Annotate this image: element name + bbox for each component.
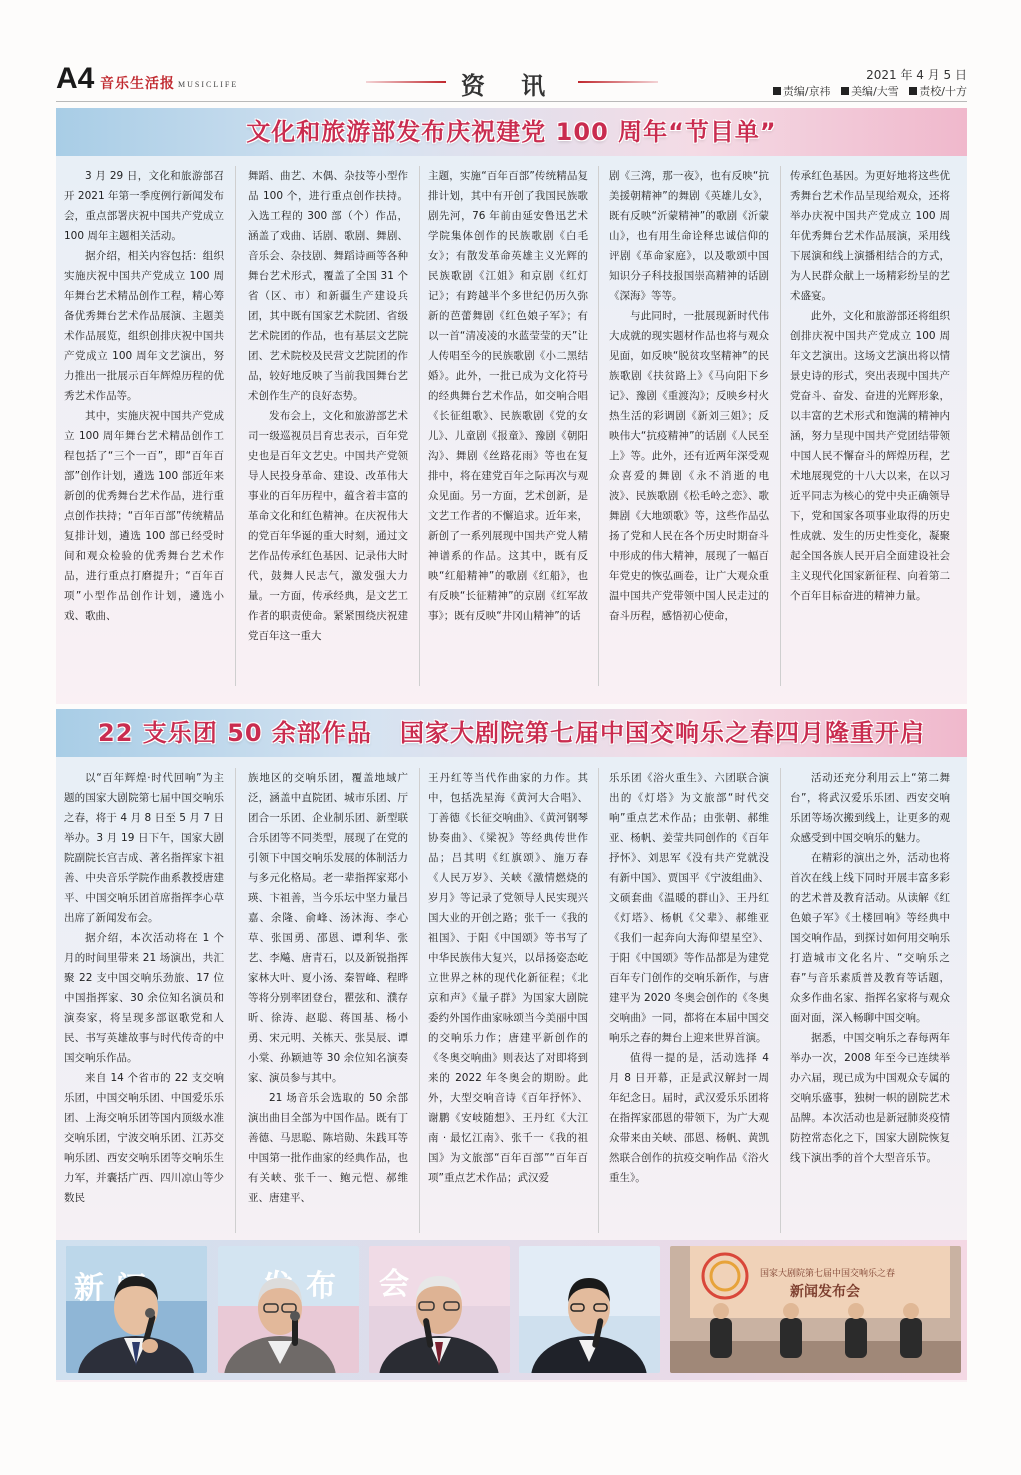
- paragraph: 以“百年辉煌·时代回响”为主题的国家大剧院第七届中国交响乐之春，将于 4 月 8 日至 5 月 7 日举办。3 月 19 日下午，国家大剧院副院长宫吉成、著名指挥家卞祖善、中央音乐学院作曲系教授唐建平、中国交响乐团首席指挥李心草出席了新闻发布会。: [64, 772, 224, 924]
- issue-date: 2021 年 4 月 5 日: [866, 68, 967, 82]
- photo-press-conference: [670, 1246, 961, 1373]
- paragraph: 传承红色基因。为更好地将这些优秀舞台艺术作品呈现给观众，还将举办庆祝中国共产党成立 100 周年优秀舞台艺术作品展演，采用线下展演和线上演播相结合的方式，为人民群众献上一场精彩纷呈的艺术盛宴。: [790, 170, 950, 302]
- paragraph: 其中，实施庆祝中国共产党成立 100 周年舞台艺术精品创作工程包括了“三个一百”，即“百年百部”创作计划，遴选 100 部近年来新创的优秀舞台艺术作品，进行重点创作扶持；“百年百部”传统精品复排计划，遴选 100 部已经受时间和观众检验的优秀舞台艺术作品，进行重点打磨提升；“百年百项”小型作品创作计划，遴选小戏、歌曲、: [64, 410, 224, 622]
- column-divider: [598, 166, 599, 686]
- backdrop-text: 国家大剧院第七届中国交响乐之春: [760, 1269, 896, 1279]
- paragraph: 主题，实施“百年百部”传统精品复排计划，其中有开创了我国民族歌剧先河，76 年前由延安鲁迅艺术学院集体创作的民族歌剧《白毛女》；有散发革命英雄主义光辉的民族歌剧《江姐》和京剧《红灯记》；有跨越半个多世纪仍历久弥新的芭蕾舞剧《红色娘子军》；有以一首“清凌凌的水蓝莹莹的天”让人传唱至今的民族歌剧《小二黑结婚》。此外，一批已成为文化符号的经典舞台艺术作品，如交响合唱《长征组歌》、民族歌剧《党的女儿》、儿童剧《报童》、豫剧《朝阳沟》、舞剧《丝路花雨》等也在复排中，将在建党百年之际再次与观众见面。另一方面，艺术创新，是文艺工作者的不懈追求。近年来，新创了一系列展现中国共产党人精神谱系的作品。这其中，既有反映“红船精神”的歌剧《红船》，也有反映“长征精神”的京剧《红军故事》；既有反映“井冈山精神”的话: [428, 170, 588, 622]
- article-2-column-5: [790, 768, 950, 1168]
- editor-name: 十方: [945, 85, 967, 98]
- column-divider: [235, 768, 236, 1233]
- article-1-column-2: [248, 166, 408, 646]
- square-bullet-icon: [841, 87, 849, 95]
- paper-english-name: MUSICLIFE: [178, 80, 239, 89]
- paragraph: 发布会上，文化和旅游部艺术司一级巡视员吕育忠表示，百年党史也是百年文艺史。中国共产党领导人民投身革命、建设、改革伟大事业的百年历程中，蕴含着丰富的革命文化和红色精神。在庆祝伟大的党百年华诞的重大时刻，通过文艺作品传承红色基因、记录伟大时代，鼓舞人民志气，激发强大力量。一方面，传承经典，是文艺工作者的职责使命。紧紧围绕庆祝建党百年这一重大: [248, 410, 408, 642]
- speaker-with-microphone-icon: [66, 1246, 207, 1373]
- paragraph: 据悉，中国交响乐之春每两年举办一次，2008 年至今已连续举办六届，现已成为中国观众专属的交响乐盛事，独树一帜的剧院艺术品牌。本次活动也是新冠肺炎疫情防控常态化之下，国家大剧院恢复线下演出季的首个大型音乐节。: [790, 1032, 950, 1164]
- square-bullet-icon: [773, 87, 781, 95]
- elderly-speaker-with-microphone-icon: [218, 1246, 359, 1373]
- editor-credits: 责编/京祎 美编/大雪 责校/十方: [740, 83, 967, 99]
- paragraph: 据介绍，本次活动将在 1 个月的时间里带来 21 场演出，共汇聚 22 支中国交响乐劲旅、17 位中国指挥家、30 余位知名演员和演奏家，将呈现多部讴歌党和人民、书写英雄故事与时代传奇的中国交响乐作品。: [64, 932, 224, 1064]
- paragraph: 舞蹈、曲艺、木偶、杂技等小型作品 100 个，进行重点创作扶持。入选工程的 300 部（个）作品，涵盖了戏曲、话剧、歌剧、舞剧、音乐会、杂技剧、舞蹈诗画等各种舞台艺术形式，覆盖了全国 31 个省（区、市）和新疆生产建设兵团，其中既有国家艺术院团、省级艺术院团的作品，也有基层文艺院团、艺术院校及民营文艺院团的作品，较好地反映了当前我国舞台艺术创作生产的良好态势。: [248, 170, 408, 402]
- backdrop-text: 新闻发布会: [790, 1284, 860, 1300]
- backdrop-text: 会: [379, 1267, 409, 1302]
- paragraph: 剧《三湾，那一夜》，也有反映“抗美援朝精神”的舞剧《英雄儿女》，既有反映“沂蒙精神”的歌剧《沂蒙山》，也有用生命诠释忠诚信仰的评剧《革命家庭》，以及歌颂中国知识分子科技报国崇高精神的话剧《深海》等等。: [609, 170, 769, 302]
- column-divider: [598, 768, 599, 1233]
- backdrop-text: 布: [306, 1269, 336, 1304]
- editor-role: 美编: [851, 85, 874, 98]
- press-conference-stage-icon: [670, 1246, 961, 1373]
- paragraph: 王丹红等当代作曲家的力作。其中，包括冼星海《黄河大合唱》、丁善德《长征交响曲》、《黄河钢琴协奏曲》、《梁祝》等经典传世作品；吕其明《红旗颂》、施万春《人民万岁》、关峡《激情燃烧的岁月》等记录了党领导人民实现兴国大业的开创之路；张千一《我的祖国》、于阳《中国颂》等书写了中华民族伟大复兴，以昂扬姿态屹立世界之林的现代化新征程；《北京和声》《量子群》为国家大剧院委约外国作曲家咏颂当今美丽中国的交响乐力作；唐建平新创作的《冬奥交响曲》则表达了对即将到来的 2022 年冬奥会的期盼。此外，大型交响音诗《百年抒怀》、谢鹏《安岐随想》、王丹红《大江南 · 最忆江南》、张千一《我的祖国》为文旅部“百年百部”“百年百项”重点艺术作品；武汉爱: [428, 772, 588, 1184]
- article-2-headline: 22 支乐团 50 余部作品 国家大剧院第七届中国交响乐之春四月隆重开启: [98, 719, 925, 747]
- paragraph: 在精彩的演出之外，活动也将首次在线上线下同时开展丰富多彩的艺术普及教育活动。从读解《红色娘子军》《土楼回响》等经典中国交响作品，到探讨如何用交响乐打造城市文化名片、“交响乐之春”与音乐素质普及教育等话题，众多作曲名家、指挥名家将与观众面对面，深入畅聊中国交响。: [790, 852, 950, 1024]
- column-divider: [419, 768, 420, 1233]
- speaker-with-microphone-icon: [369, 1246, 510, 1373]
- section-title: 资 讯: [460, 72, 560, 100]
- editor-name: 京祎: [808, 85, 831, 98]
- square-bullet-icon: [909, 87, 917, 95]
- article-1-column-1: [64, 166, 224, 626]
- article-1-column-5: [790, 166, 950, 606]
- backdrop-text: 新: [74, 1271, 104, 1306]
- photo-speaker-2: [218, 1246, 359, 1373]
- paper-name: 音乐生活报: [100, 76, 175, 92]
- column-divider: [419, 166, 420, 686]
- article-2-column-2: [248, 768, 408, 1208]
- editor-role: 责校: [919, 85, 942, 98]
- paragraph: 此外，文化和旅游部还将组织创排庆祝中国共产党成立 100 周年文艺演出。这场文艺演出将以情景史诗的形式，突出表现中国共产党奋斗、奋发、奋进的光辉形象，以丰富的艺术形式和饱满的精神内涵，努力呈现中国共产党团结带领中国人民不懈奋斗的辉煌历程，艺术地展现党的十八大以来，在以习近平同志为核心的党中央正确领导下，党和国家各项事业取得的历史性成就、发生的历史性变化，凝聚起全国各族人民开启全面建设社会主义现代化国家新征程、向着第二个百年目标奋进的精神力量。: [790, 310, 950, 602]
- column-divider: [780, 166, 781, 686]
- paragraph: 活动还充分利用云上“第二舞台”，将武汉爱乐乐团、西安交响乐团等场次搬到线上，让更多的观众感受到中国交响乐的魅力。: [790, 772, 950, 844]
- editor-role: 责编: [782, 85, 805, 98]
- editor-name: 大雪: [876, 85, 899, 98]
- masthead-rule: [56, 101, 967, 102]
- article-1-column-3: [428, 166, 588, 626]
- page-number: A4: [56, 62, 95, 95]
- paragraph: 族地区的交响乐团，覆盖地域广泛，涵盖中直院团、城市乐团、厅团合一乐团、企业制乐团、新型联合乐团等不同类型，展现了在党的引领下中国交响乐发展的体制活力与多元化格局。老一辈指挥家郑小瑛、卞祖善，当今乐坛中坚力量吕嘉、余隆、俞峰、汤沐海、李心草、张国勇、邵恩、谭利华、张艺、李飚、唐青石，以及新锐指挥家林大叶、夏小汤、秦智峰、程晔等将分别率团登台，瞿弦和、濮存昕、徐涛、赵聪、蒋国基、杨小勇、宋元明、关栋天、张昊辰、谭小棠、孙颖迪等 30 余位知名演奏家、演员参与其中。: [248, 772, 408, 1084]
- paragraph: 乐乐团《浴火重生》、六团联合演出的《灯塔》为文旅部“时代交响”重点艺术作品；由张朝、郝维亚、杨帆、姜莹共同创作的《百年抒怀》、刘思军《没有共产党就没有新中国》、贾国平《宁波组曲》、文硕套曲《温暖的群山》、王丹红《灯塔》、杨帆《父辈》、郝维亚《我们一起奔向大海仰望星空》、于阳《中国颂》等作品都是为建党百年专门创作的交响乐新作，与唐建平为 2020 冬奥会创作的《冬奥交响曲》一同，都将在本届中国交响乐之春的舞台上迎来世界首演。: [609, 772, 769, 1044]
- article-2-column-4: [609, 768, 769, 1188]
- article-1-column-4: [609, 166, 769, 626]
- article-2-column-1: [64, 768, 224, 1208]
- photo-speaker-4: [519, 1246, 660, 1373]
- article-2-banner: [56, 709, 967, 757]
- paragraph: 与此同时，一批展现新时代伟大成就的现实题材作品也将与观众见面，如反映“脱贫攻坚精神”的民族歌剧《扶贫路上》《马向阳下乡记》、豫剧《重渡沟》；反映乡村火热生活的彩调剧《新刘三姐》；反映伟大“抗疫精神”的话剧《人民至上》等。此外，还有近两年深受观众喜爱的舞剧《永不消逝的电波》、民族歌剧《松毛岭之恋》、歌舞剧《大地颂歌》等，这些作品弘扬了党和人民在各个历史时期奋斗中形成的伟大精神，展现了一幅百年党史的恢弘画卷，让广大观众重温中国共产党带领中国人民走过的奋斗历程，感悟初心使命，: [609, 310, 769, 622]
- article-1-banner: [56, 108, 967, 156]
- photo-speaker-3: [369, 1246, 510, 1373]
- article-1-headline: 文化和旅游部发布庆祝建党 100 周年“节目单”: [246, 118, 777, 146]
- paragraph: 据介绍，相关内容包括：组织实施庆祝中国共产党成立 100 周年舞台艺术精品创作工程，精心筹备优秀舞台艺术作品展演、主题美术作品展览，组织创排庆祝中国共产党成立 100 周年文艺演出，努力推出一批展示百年辉煌历程的优秀艺术作品等。: [64, 250, 224, 402]
- section-rule-right: [578, 81, 658, 83]
- article-2-column-3: [428, 768, 588, 1188]
- paragraph: 3 月 29 日，文化和旅游部召开 2021 年第一季度例行新闻发布会，重点部署庆祝中国共产党成立 100 周年主题相关活动。: [64, 170, 224, 242]
- photo-speaker-1: [66, 1246, 207, 1373]
- paragraph: 21 场音乐会选取的 50 余部演出曲目全部为中国作品。既有丁善德、马思聪、陈培勋、朱践耳等中国第一批作曲家的经典作品，也有关峡、张千一、鲍元恺、郝维亚、唐建平、: [248, 1092, 408, 1204]
- paragraph: 值得一提的是，活动选择 4 月 8 日开幕，正是武汉解封一周年纪念日。届时，武汉爱乐乐团将在指挥家邵恩的带领下，为广大观众带来由关峡、邵恩、杨帆、黄凯然联合创作的抗疫交响作品《浴火重生》。: [609, 1052, 769, 1184]
- column-divider: [235, 166, 236, 686]
- speaker-with-microphone-icon: [519, 1246, 660, 1373]
- paragraph: 来自 14 个省市的 22 支交响乐团，中国交响乐团、中国爱乐乐团、上海交响乐团等国内顶级水准交响乐团，宁波交响乐团、江苏交响乐团、西安交响乐团等交响乐生力军，并囊括广西、四川凉山等少数民: [64, 1072, 224, 1204]
- column-divider: [780, 768, 781, 1233]
